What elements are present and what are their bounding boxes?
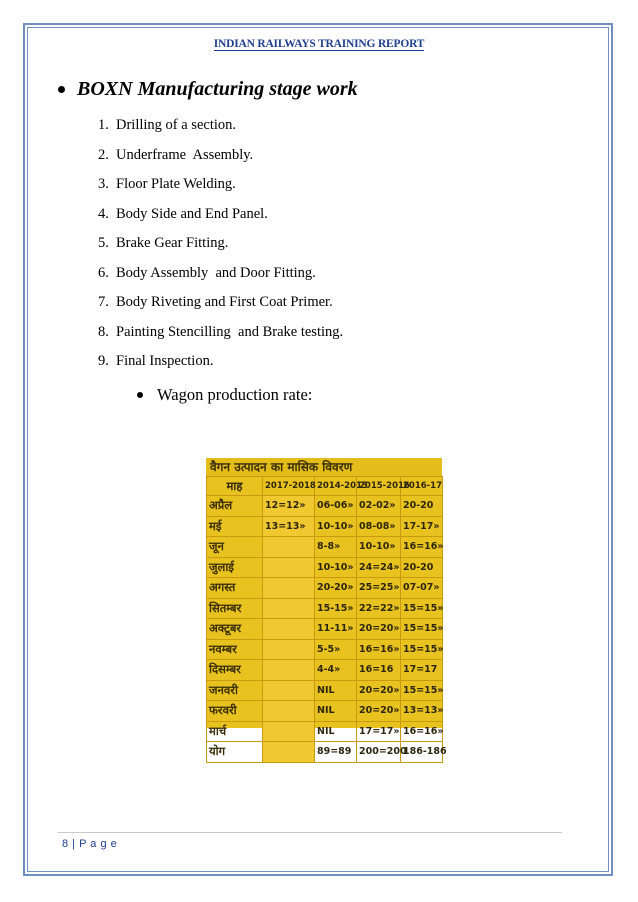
table-cell: 25=25»: [357, 578, 401, 599]
table-row: [207, 598, 443, 619]
production-table: [206, 476, 447, 763]
table-row: [207, 680, 443, 701]
list-item-number: 1.: [98, 117, 109, 133]
table-cell: 4-4»: [315, 660, 357, 681]
list-item-number: 9.: [98, 353, 109, 369]
list-item-number: 4.: [98, 205, 109, 222]
table-cell: 15=15»: [401, 680, 443, 701]
table-header-row: [207, 477, 443, 496]
table-cell: 10-10»: [315, 516, 357, 537]
table-cell: 10-10»: [357, 537, 401, 558]
table-cell: 08-08»: [357, 516, 401, 537]
production-board-photo: [206, 458, 447, 759]
list-item: [98, 145, 343, 175]
table-row: [207, 701, 443, 722]
table-cell: [263, 619, 315, 640]
list-item-number: 5.: [98, 235, 109, 251]
table-cell-month: फरवरी: [207, 701, 263, 722]
list-item-text: Underframe Assembly.: [116, 146, 254, 163]
table-cell: NIL: [315, 701, 357, 722]
table-cell-month: जुलाई: [207, 557, 263, 578]
table-cell-month: जून: [207, 537, 263, 558]
table-row: [207, 660, 443, 681]
list-item-number: 6.: [98, 264, 109, 281]
table-cell: [263, 742, 315, 763]
table-cell: [263, 557, 315, 578]
table-cell: 5-5»: [315, 639, 357, 660]
table-cell: 02-02»: [357, 496, 401, 517]
list-item: [98, 174, 343, 204]
table-cell: 16=16: [357, 660, 401, 681]
table-row: [207, 578, 443, 599]
table-row: [207, 619, 443, 640]
list-item: [98, 263, 343, 293]
list-item-text: Floor Plate Welding.: [116, 176, 236, 192]
list-item: [98, 322, 343, 352]
table-cell-month: अगस्त: [207, 578, 263, 599]
table-cell: 22=22»: [357, 598, 401, 619]
list-item: [98, 351, 343, 381]
table-cell: 13=13»: [401, 701, 443, 722]
report-header-title: INDIAN RAILWAYS TRAINING REPORT: [213, 38, 425, 50]
table-cell-month: योग: [207, 742, 263, 763]
table-cell-month: जनवरी: [207, 680, 263, 701]
section-heading: [58, 78, 358, 101]
list-item: [98, 292, 343, 322]
table-cell: [263, 537, 315, 558]
table-cell: 12=12»: [263, 496, 315, 517]
table-cell: 13=13»: [263, 516, 315, 537]
table-cell: 10-10»: [315, 557, 357, 578]
table-cell: [263, 660, 315, 681]
bullet-icon: [137, 392, 143, 398]
table-cell-month: अप्रैल: [207, 496, 263, 517]
section-heading-text: BOXN Manufacturing stage work: [77, 78, 358, 100]
list-item-number: 2.: [98, 146, 109, 163]
table-cell: 06-06»: [315, 496, 357, 517]
sub-heading: [137, 385, 312, 405]
list-item: [98, 233, 343, 263]
table-cell: 24=24»: [357, 557, 401, 578]
list-item-text: Final Inspection.: [116, 353, 214, 369]
table-cell: 17=17: [401, 660, 443, 681]
list-item-text: Body Assembly and Door Fitting.: [116, 264, 316, 281]
footer-divider: [58, 832, 562, 833]
column-header-year: 2014-2015: [315, 477, 357, 496]
table-cell: [263, 701, 315, 722]
table-cell: [263, 598, 315, 619]
bullet-icon: [58, 86, 65, 93]
table-cell: 15=15»: [401, 639, 443, 660]
table-cell: 16=16»: [401, 721, 443, 742]
table-row: [207, 537, 443, 558]
manufacturing-steps-list: [98, 115, 343, 381]
table-cell-month: मार्च: [207, 721, 263, 742]
table-row: [207, 639, 443, 660]
column-header-year: 2015-2016: [357, 477, 401, 496]
table-cell: 15-15»: [315, 598, 357, 619]
table-cell: 20=20»: [357, 619, 401, 640]
sub-heading-text: Wagon production rate:: [157, 385, 313, 404]
table-cell: [263, 680, 315, 701]
table-cell-month: मई: [207, 516, 263, 537]
table-cell: 17=17»: [357, 721, 401, 742]
table-cell: 16=16»: [357, 639, 401, 660]
list-item-text: Body Side and End Panel.: [116, 205, 268, 222]
page-number: 8 | P a g e: [62, 838, 118, 850]
table-cell: 17-17»: [401, 516, 443, 537]
table-cell: [263, 639, 315, 660]
table-cell: 20=20»: [357, 680, 401, 701]
table-cell: 16=16»: [401, 537, 443, 558]
report-header: [0, 38, 638, 50]
table-cell: 200=200: [357, 742, 401, 763]
table-cell: 89=89: [315, 742, 357, 763]
list-item-number: 3.: [98, 176, 109, 192]
table-cell: 20=20»: [357, 701, 401, 722]
table-cell: 15=15»: [401, 619, 443, 640]
column-header-year: 2016-17: [401, 477, 443, 496]
table-cell: 07-07»: [401, 578, 443, 599]
board-title: वैगन उत्पादन का मासिक विवरण: [206, 458, 442, 476]
table-cell: [263, 578, 315, 599]
table-row: [207, 516, 443, 537]
list-item-text: Painting Stencilling and Brake testing.: [116, 323, 344, 340]
column-header-month: माह: [207, 477, 263, 496]
table-cell: 11-11»: [315, 619, 357, 640]
list-item-text: Body Riveting and First Coat Primer.: [116, 294, 333, 310]
table-row: [207, 557, 443, 578]
table-row: [207, 742, 443, 763]
table-cell-month: अक्टूबर: [207, 619, 263, 640]
table-cell: 20-20: [401, 496, 443, 517]
table-cell-month: सितम्बर: [207, 598, 263, 619]
list-item: [98, 204, 343, 234]
table-row: [207, 496, 443, 517]
table-cell-month: दिसम्बर: [207, 660, 263, 681]
table-cell-month: नवम्बर: [207, 639, 263, 660]
list-item-number: 8.: [98, 323, 109, 340]
table-row: [207, 721, 443, 742]
column-header-year: 2017-2018: [263, 477, 315, 496]
table-cell: 20-20: [401, 557, 443, 578]
list-item: [98, 115, 343, 145]
table-cell: 186-186: [401, 742, 443, 763]
table-cell: [263, 721, 315, 742]
table-cell: NIL: [315, 680, 357, 701]
table-cell: 20-20»: [315, 578, 357, 599]
list-item-number: 7.: [98, 294, 109, 310]
list-item-text: Drilling of a section.: [116, 117, 237, 133]
table-cell: 15=15»: [401, 598, 443, 619]
table-cell: 8-8»: [315, 537, 357, 558]
table-cell: NIL: [315, 721, 357, 742]
list-item-text: Brake Gear Fitting.: [116, 235, 229, 251]
